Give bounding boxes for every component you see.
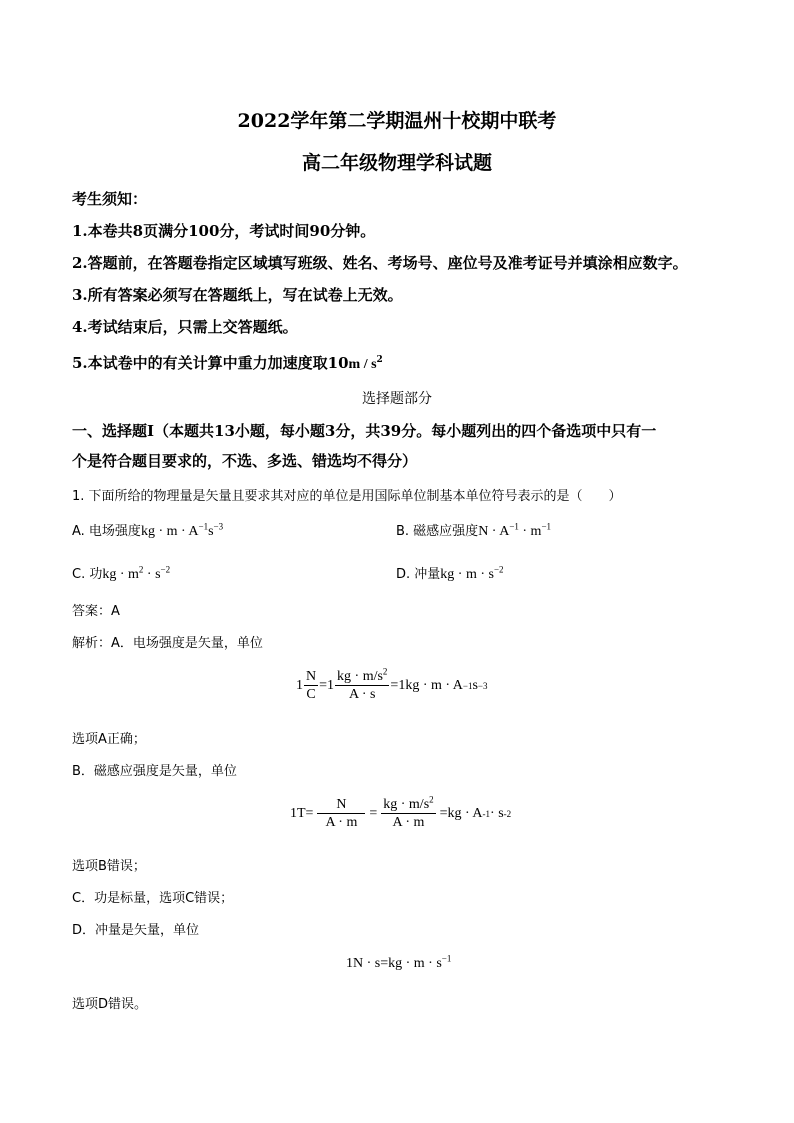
analysis-d-intro: D．冲量是矢量，单位	[72, 923, 200, 938]
analysis-a-intro: 解析：A．电场强度是矢量，单位	[72, 636, 263, 651]
analysis-a-result: 选项A正确；	[72, 732, 146, 747]
option-a	[72, 520, 223, 540]
page-subtitle: 高二年级物理学科试题	[301, 152, 492, 174]
notice-item-2: 2.答题前，在答题卷指定区域填写班级、姓名、考场号、座位号及准考证号并填涂相应数字。	[72, 254, 688, 272]
answer: 答案：A	[72, 604, 120, 619]
fraction-kg-m-s2-over-a-s: $\frac{kg \cdot m/s^2}{A \cdot s}$	[337, 666, 388, 702]
option-c	[72, 563, 170, 583]
option-d-unit: kg · $m \cdot s^{-2}$	[440, 564, 504, 582]
option-c-label: C. 功	[72, 567, 103, 582]
option-b-label: B. 磁感应强度	[396, 524, 479, 539]
section-heading-line-1: 一、选择题Ⅰ（本题共13小题，每小题3分，共39分。每小题列出的四个备选项中只有一	[72, 422, 657, 440]
fraction-n-over-c: $\frac{N}{C}$	[306, 669, 317, 702]
notice-item-5	[72, 352, 383, 373]
option-d	[396, 563, 504, 583]
analysis-d-result: 选项D错误。	[72, 997, 148, 1012]
notice-item-4: 4.考试结束后，只需上交答题纸。	[72, 318, 298, 336]
notice-item-5-text: 5.本试卷中的有关计算中重力加速度取10	[72, 354, 349, 372]
analysis-b-intro: B．磁感应强度是矢量，单位	[72, 764, 237, 779]
notice-item-3: 3.所有答案必须写在答题纸上，写在试卷上无效。	[72, 286, 403, 304]
fraction-n-over-a-m: $\frac{N}{A \cdot m}$	[317, 796, 365, 831]
analysis-c-text: C．功是标量，选项C错误；	[72, 891, 234, 906]
analysis-b-result: 选项B错误；	[72, 859, 146, 874]
section-heading-line-2: 个是符合题目要求的，不选、多选、错选均不得分）	[72, 452, 418, 470]
equation-impulse-unit: $1N \cdot s=kg \cdot m \cdot s^{-1}$	[346, 953, 452, 971]
gravity-unit: m / s	[348, 357, 377, 372]
gravity-unit-exponent: 2	[376, 355, 383, 365]
equation-electric-field-unit: 1 $\frac{N}{C}$ =1 $\frac{kg \cdot m/s^2}{A \cdot s}$ =1kg · m · A −1 s −3	[296, 666, 488, 702]
equation-magnetic-field-unit: 1T= $\frac{N}{A \cdot m}$ = $\frac{kg \cdot m/s^2}{A \cdot m}$ =kg · A -1 · s -2	[290, 794, 512, 830]
notice-item-1: 1.本卷共8页满分100分，考试时间90分钟。	[72, 222, 376, 240]
fraction-kg-m-s2-over-a-m: $\frac{kg \cdot m/s^2}{A \cdot m}$	[383, 794, 434, 830]
option-a-unit: kg · $m \cdot A^{-1}s^{-3}$	[140, 521, 224, 539]
page-title: 2022学年第二学期温州十校期中联考	[237, 110, 557, 132]
question-1-stem: 1. 下面所给的物理量是矢量且要求其对应的单位是用国际单位制基本单位符号表示的是（ ）	[72, 489, 622, 504]
option-b-unit: $N \cdot A^{-1} \cdot m^{-1}$	[478, 521, 552, 539]
section-label: 选择题部分	[362, 391, 432, 407]
option-c-unit: kg · $m^2 \cdot s^{-2}$	[102, 564, 171, 582]
option-d-label: D. 冲量	[396, 567, 441, 582]
option-b	[396, 520, 551, 540]
notice-heading: 考生须知：	[72, 190, 148, 208]
option-a-label: A. 电场强度	[72, 524, 141, 539]
